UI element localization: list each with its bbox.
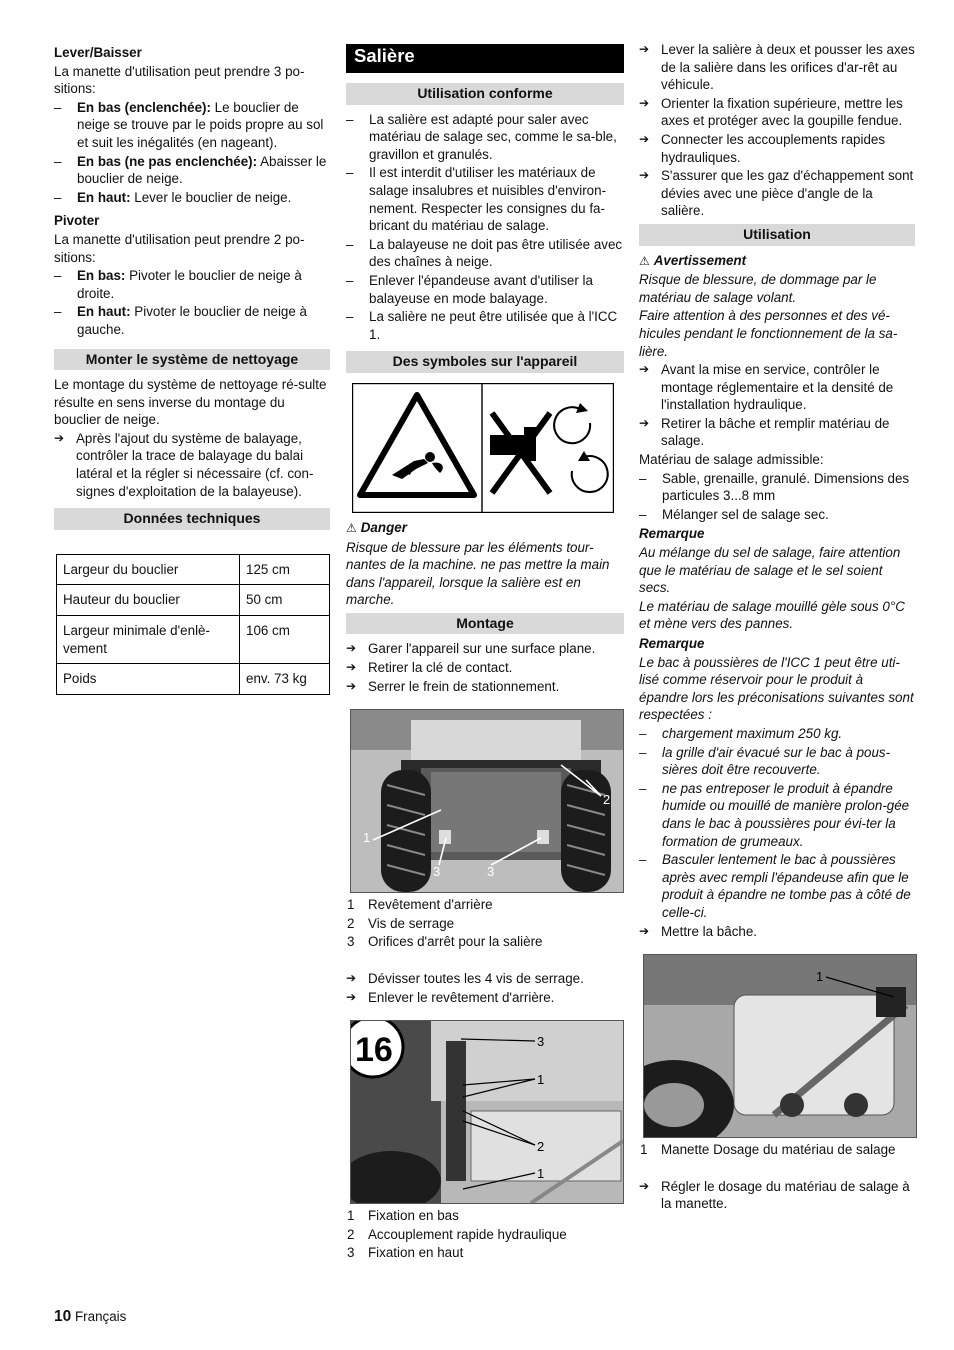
section-header-montage: Montage bbox=[346, 613, 624, 635]
remark-1-text-2: Le matériau de salage mouillé gèle sous 0°C et mène vers des pannes. bbox=[639, 598, 905, 632]
step-item: ➔ Enlever le revêtement d'arrière. bbox=[346, 989, 624, 1007]
section-header-utilisation-conforme: Utilisation conforme bbox=[346, 83, 624, 105]
section-header-monter: Monter le système de nettoyage bbox=[54, 349, 330, 371]
heading-pivot: Pivoter bbox=[54, 213, 100, 229]
list-item: – En bas (ne pas enclenchée): Abaisser le bouclier de neige. bbox=[54, 153, 330, 188]
warning-label: ⚠ Avertissement bbox=[639, 252, 915, 271]
step-item: ➔ Orienter la fixation supérieure, mettre les axes et protéger avec la goupille fendue. bbox=[639, 95, 915, 130]
vehicle-number-sign: 16 bbox=[355, 1031, 393, 1070]
callout-3b: 3 bbox=[487, 864, 495, 880]
page-footer bbox=[54, 1308, 126, 1326]
lever-intro: La manette d'utilisation peut prendre 3 po-sitions: bbox=[54, 63, 305, 97]
list-item: – Enlever l'épandeuse avant d'utiliser la balayeuse en mode balayage. bbox=[346, 272, 624, 307]
tech-data-table bbox=[56, 554, 330, 695]
column-right bbox=[639, 41, 915, 1214]
step-item: ➔ Mettre la bâche. bbox=[639, 923, 915, 941]
monter-text: Le montage du système de nettoyage ré-sulte résulte en sens inverse du montage du bouclier de neige. bbox=[54, 377, 327, 428]
legend-item: 2 Vis de serrage bbox=[347, 915, 455, 931]
list-item: – La salière est adapté pour saler avec matériau de salage sec, comme le sa-ble, gravillon et granulés. bbox=[346, 111, 624, 164]
list-item: – chargement maximum 250 kg. bbox=[639, 725, 915, 743]
callout-1-top: 1 bbox=[537, 1072, 545, 1088]
step-item: ➔ Retirer la bâche et remplir matériau de salage. bbox=[639, 415, 915, 450]
photo-dosage-lever bbox=[643, 954, 917, 1138]
step-item: ➔ Régler le dosage du matériau de salage à la manette. bbox=[639, 1178, 915, 1213]
list-item: – En haut: Pivoter le bouclier de neige à gauche. bbox=[54, 303, 330, 338]
legend-item: 2 Accouplement rapide hydraulique bbox=[347, 1226, 567, 1242]
safety-symbol-panel bbox=[352, 383, 614, 513]
section-header-symboles: Des symboles sur l'appareil bbox=[346, 351, 624, 373]
callout-2: 2 bbox=[537, 1139, 545, 1155]
list-item: – En bas (enclenchée): Le bouclier de neige se trouve par le poids propre au sol et suit les inégalités (en nageant). bbox=[54, 99, 330, 152]
list-item: – ne pas entreposer le produit à épandre humide ou mouillé de manière prolon-gée dans le bac à poussières pour évi-ter la formation de grumeaux. bbox=[639, 780, 915, 850]
page-number: 10 bbox=[54, 1308, 72, 1325]
column-left bbox=[54, 44, 330, 695]
legend-item: 1 Revêtement d'arrière bbox=[347, 897, 493, 913]
list-item: – La balayeuse ne doit pas être utilisée avec des chaînes à neige. bbox=[346, 236, 624, 271]
step-item: ➔ Retirer la clé de contact. bbox=[346, 659, 624, 677]
legend-photo2 bbox=[346, 1207, 624, 1262]
table-row: Poids env. 73 kg bbox=[57, 664, 330, 695]
danger-label: ⚠ Danger bbox=[346, 519, 624, 538]
step-item: ➔ Serrer le frein de stationnement. bbox=[346, 678, 624, 696]
remark-2-intro: Le bac à poussières de l'ICC 1 peut être uti-lisé comme réservoir pour le produit à épandre lors les préconisations suivantes sont respectées : bbox=[639, 654, 914, 723]
list-item: – La salière ne peut être utilisée que à l'ICC 1. bbox=[346, 308, 624, 343]
heading-lever: Lever/Baisser bbox=[54, 45, 142, 60]
section-title-saliere: Salière bbox=[346, 44, 624, 73]
legend-item: 1 Manette Dosage du matériau de salage bbox=[640, 1142, 896, 1158]
list-item: – Il est interdit d'utiliser les matériaux de salage insalubres et nuisibles d'environ-nement. Respecter les consignes du fa-bricant du matériau de salage. bbox=[346, 164, 624, 234]
table-row: Hauteur du bouclier 50 cm bbox=[57, 585, 330, 616]
step-item: ➔ Avant la mise en service, contrôler le montage réglementaire et la densité de l'installation hydraulique. bbox=[639, 361, 915, 414]
column-middle bbox=[346, 44, 624, 1263]
section-header-utilisation: Utilisation bbox=[639, 224, 915, 246]
list-item: – Basculer lentement le bac à poussières après avec rempli l'épandeuse afin que le produit à épandre ne tombe pas à côté de celle-ci. bbox=[639, 851, 915, 921]
legend-item: 3 Fixation en haut bbox=[347, 1245, 464, 1261]
step-item: ➔ Dévisser toutes les 4 vis de serrage. bbox=[346, 970, 624, 988]
warning-text-2: Faire attention à des personnes et des vé-hicules pendant le fonctionnement de la sa-lière. bbox=[639, 308, 898, 359]
remark-1-text-1: Au mélange du sel de salage, faire attention que le matériau de salage et le sel soient secs. bbox=[639, 545, 901, 596]
table-row: Largeur minimale d'enlè-vement 106 cm bbox=[57, 616, 330, 664]
step-item: ➔ S'assurer que les gaz d'échappement sont dévies avec une pièce d'angle de la salière. bbox=[639, 167, 915, 220]
table-row: Largeur du bouclier 125 cm bbox=[57, 554, 330, 585]
pivot-intro: La manette d'utilisation peut prendre 2 po-sitions: bbox=[54, 231, 305, 265]
step-item: ➔ Connecter les accouplements rapides hydrauliques. bbox=[639, 131, 915, 166]
photo-fixations bbox=[350, 1020, 624, 1204]
callout-1: 1 bbox=[363, 830, 371, 846]
step-item: ➔ Lever la salière à deux et pousser les axes de la salière dans les orifices d'ar-rêt au véhicule. bbox=[639, 41, 915, 94]
list-item: – En bas: Pivoter le bouclier de neige à droite. bbox=[54, 267, 330, 302]
step-item: ➔ Garer l'appareil sur une surface plane. bbox=[346, 640, 624, 658]
remark-label: Remarque bbox=[639, 636, 705, 651]
callout-3a: 3 bbox=[433, 864, 441, 880]
language-label: Français bbox=[74, 1309, 127, 1324]
admissible-label: Matériau de salage admissible: bbox=[639, 452, 824, 468]
warning-symbols-icon bbox=[352, 383, 614, 513]
list-item: – la grille d'air évacué sur le bac à pous-sières doit être recouverte. bbox=[639, 744, 915, 779]
list-item: – Mélanger sel de salage sec. bbox=[639, 506, 915, 524]
legend-photo1 bbox=[346, 896, 624, 951]
list-item: – En haut: Lever le bouclier de neige. bbox=[54, 189, 330, 207]
list-item: – Sable, grenaille, granulé. Dimensions des particules 3...8 mm bbox=[639, 470, 915, 505]
danger-text: Risque de blessure par les éléments tour-nantes de la machine. ne pas mettre la main dans l'appareil, lorsque la salière est en marche. bbox=[346, 539, 610, 608]
photo-rear-cover bbox=[350, 709, 624, 893]
warning-text-1: Risque de blessure, de dommage par le matériau de salage volant. bbox=[639, 272, 877, 305]
legend-photo3 bbox=[639, 1141, 915, 1159]
warning-triangle-icon: ⚠ bbox=[346, 520, 357, 535]
callout-3: 3 bbox=[537, 1034, 545, 1050]
step-item: ➔ Après l'ajout du système de balayage, contrôler la trace de balayage du balai latéral et la régler si nécessaire (cf. con-signes d'exploitation de la balayeuse). bbox=[54, 430, 330, 500]
section-header-donnees: Données techniques bbox=[54, 508, 330, 530]
callout-2: 2 bbox=[603, 792, 611, 808]
callout-1-bottom: 1 bbox=[537, 1166, 545, 1182]
legend-item: 3 Orifices d'arrêt pour la salière bbox=[347, 934, 543, 950]
legend-item: 1 Fixation en bas bbox=[347, 1208, 459, 1224]
remark-label: Remarque bbox=[639, 526, 705, 542]
warning-triangle-icon: ⚠ bbox=[639, 253, 650, 268]
callout-1: 1 bbox=[816, 969, 824, 985]
